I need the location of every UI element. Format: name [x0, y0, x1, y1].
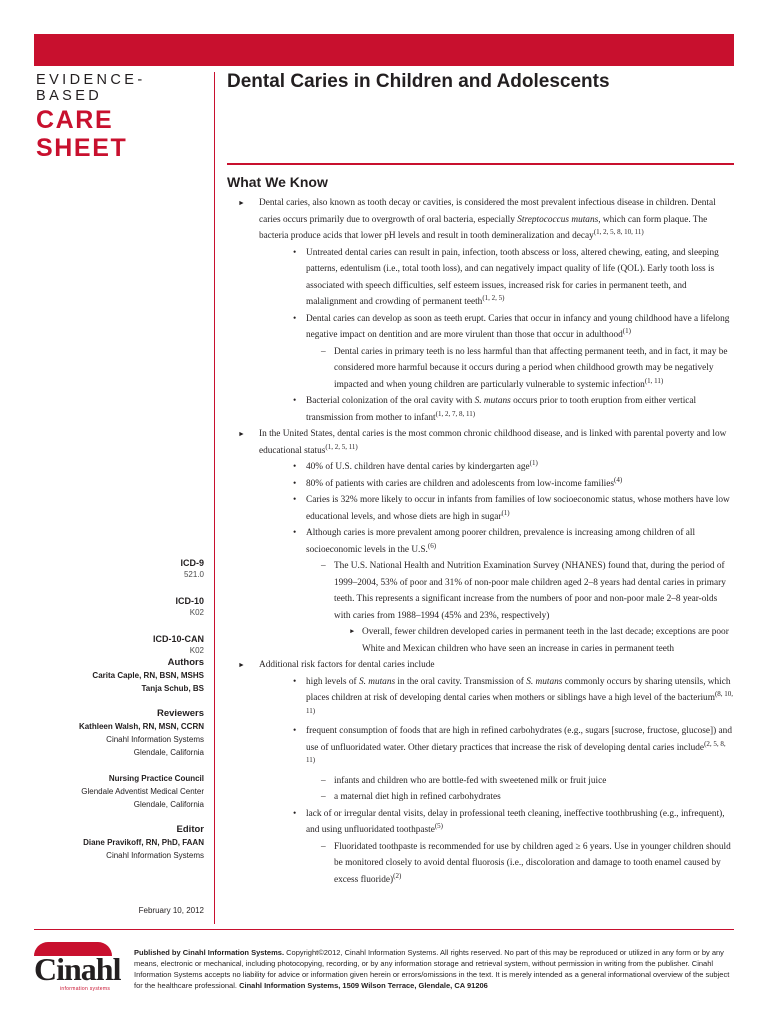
triangle-bullet-icon: ►: [349, 628, 356, 635]
list-item: [321, 773, 734, 790]
editor-heading: Editor: [176, 824, 204, 835]
item-text: Fluoridated toothpaste is recommended for use by children aged ≥ 6 years. Use in younger children should be monitored closely to avoid dental fluorosis (i.e., discoloration and damage to tooth enamel caused by excess fluoride): [334, 841, 731, 885]
item-text: , which can form plaque. The bacteria produce acids that lower pH levels and result in tooth demineralization and decay: [259, 214, 708, 241]
reviewer-name: Kathleen Walsh, RN, MSN, CCRN: [78, 722, 204, 731]
item-text: Untreated dental caries can result in pain, infection, tooth abscess or loss, altered chewing, eating, and sleeping patterns, edentulism (i.e., total tooth loss), and can negatively impact quality of life (QOL). Early tooth loss is associated with speech difficulties, self esteem issues, increased risk for caries in permanent teeth, and malalignment and crowding of permanent teeth: [306, 247, 719, 307]
publication-date: February 10, 2012: [138, 906, 204, 915]
list-item: [227, 657, 734, 888]
reference: (1, 2, 5): [482, 294, 505, 302]
bullet-icon: •: [293, 478, 297, 489]
reference: (8, 10, 11): [306, 690, 734, 715]
author-name: Tanja Schub, BS: [141, 684, 204, 693]
list-item: [347, 624, 734, 657]
item-text: Caries is 32% more likely to occur in infants from families of low socioeconomic status, whose mothers have low educational levels, and whose diets are high in sugar: [306, 495, 730, 522]
date-block: [34, 904, 204, 917]
list-item: [291, 476, 734, 493]
reference: (6): [427, 541, 437, 550]
reference: (1): [529, 459, 538, 467]
authors-block: [34, 656, 204, 695]
icd10-block: [34, 595, 204, 619]
reviewers-block: [34, 707, 204, 759]
editor-name: Diane Pravikoff, RN, PhD, FAAN: [83, 838, 204, 847]
authors-heading: Authors: [167, 657, 204, 668]
item-italic: S. mutans: [474, 396, 511, 406]
footer-address: Cinahl Information Systems, 1509 Wilson Terrace, Glendale, CA 91206: [239, 981, 488, 990]
bullet-icon: •: [293, 396, 297, 406]
triangle-bullet-icon: ►: [238, 430, 245, 438]
dash-icon: –: [321, 561, 326, 571]
item-text: Although caries is more prevalent among poorer children, prevalence is increasing among children of all socioeconomic levels in the U.S.: [306, 528, 696, 555]
reviewer-org: Cinahl Information Systems: [106, 735, 204, 744]
list-item: [291, 311, 734, 394]
list-item: [291, 806, 734, 889]
bullet-icon: •: [293, 676, 297, 687]
list-item: [291, 723, 734, 806]
council-heading: Nursing Practice Council: [108, 774, 204, 783]
reference: (1, 2, 5, 8, 10, 11): [593, 228, 644, 236]
list-item: [291, 459, 734, 476]
top-banner: [34, 34, 734, 66]
item-text: Overall, fewer children developed caries in permanent teeth in the last decade; exceptions are poor White and Mexican children who have seen an increase in caries in permanent teeth: [362, 627, 729, 654]
logo-subtitle: information systems: [60, 986, 111, 992]
council-location: Glendale, California: [133, 800, 204, 809]
item-text: in the oral cavity. Transmission of: [395, 676, 527, 687]
list-item: [321, 839, 734, 889]
council-org: Glendale Adventist Medical Center: [81, 787, 204, 796]
item-text: Dental caries, also known as tooth decay or cavities, is considered the most prevalent infectious disease in children. Dental caries occurs primarily due to overgrowth of oral bacteria, especially: [259, 198, 716, 225]
main-content: [227, 195, 734, 888]
icd10can-value: K02: [189, 646, 204, 655]
list-item: [291, 674, 734, 724]
reference: (1, 2, 5, 11): [325, 442, 358, 451]
icd10can-block: [34, 633, 204, 657]
item-text: frequent consumption of foods that are high in refined carbohydrates (e.g., sugars [sucrose, fructose, glucose]) and use of unfluoridated water. Other dietary practices that increase the risk of developing dental caries include: [306, 726, 732, 753]
item-text: Bacterial colonization of the oral cavity with: [306, 396, 475, 406]
editor-org: Cinahl Information Systems: [106, 851, 204, 860]
list-item: [321, 558, 734, 657]
title-rule: [227, 163, 734, 165]
item-text: 40% of U.S. children have dental caries by kindergarten age: [306, 462, 530, 472]
dash-icon: –: [321, 775, 326, 786]
icd10-value: K02: [189, 608, 204, 617]
footer-text: [134, 947, 734, 991]
bullet-icon: •: [293, 313, 297, 324]
reference: (2, 5, 8, 11): [306, 739, 726, 764]
triangle-bullet-icon: ►: [238, 199, 245, 207]
editor-block: [34, 823, 204, 862]
item-text: Dental caries in primary teeth is no less harmful than that affecting permanent teeth, and in fact, it may be considered more harmful because it occurs during a period when childhood growth may be negatively impacted and when young children are particularly vulnerable to systemic infection: [334, 346, 728, 390]
list-item: [227, 426, 734, 657]
item-text: lack of or irregular dental visits, delay in professional teeth cleaning, ineffective toothbrushing (e.g., infrequent), and using unfluoridated toothpaste: [306, 808, 725, 835]
bullet-icon: •: [293, 808, 297, 819]
dash-icon: –: [321, 792, 326, 802]
item-text: a maternal diet high in refined carbohydrates: [334, 792, 501, 802]
bullet-icon: •: [293, 726, 297, 736]
triangle-bullet-icon: ►: [238, 661, 245, 669]
item-italic: Streptococcus mutans: [517, 214, 599, 225]
item-text: In the United States, dental caries is the most common chronic childhood disease, and is linked with parental poverty and low educational status: [259, 429, 727, 456]
dash-icon: –: [321, 346, 326, 357]
reference: (5): [434, 822, 444, 830]
item-text: occurs prior to tooth eruption from either vertical transmission from mother to infant: [306, 396, 697, 423]
reviewer-location: Glendale, California: [133, 748, 204, 757]
list-item: [291, 492, 734, 525]
brand-evidence-based: EVIDENCE-BASED: [36, 72, 146, 104]
item-text: 80% of patients with caries are children and adolescents from low-income families: [306, 478, 614, 489]
reference: (1): [622, 327, 631, 335]
item-text: Additional risk factors for dental caries include: [259, 660, 435, 670]
cinahl-logo: [34, 942, 121, 998]
item-italic: S. mutans: [526, 676, 563, 687]
reference: (1, 11): [644, 376, 664, 385]
footer-publisher: Published by Cinahl Information Systems.: [134, 948, 285, 957]
bullet-icon: •: [293, 247, 297, 258]
footer-copyright: Copyright©2012, Cinahl Information Systems. All rights reserved. No part of this may be reproduced or utilized in any form or by any means, electronic or mechanical, including photocopying, recording, or by any information storage and retrieval system, without permission in writing from the publisher. Cinahl Information Systems accepts no liability for advice or information given herein or errors/omissions in the text. It is merely intended as a general informational overview of the subject for the healthcare professional.: [134, 948, 730, 990]
icd9-block: [34, 557, 204, 581]
item-text: commonly occurs by sharing utensils, which places children at risk of developing dental caries when mothers or siblings have a high level of the bacterium: [306, 676, 731, 703]
bullet-icon: •: [293, 495, 297, 505]
list-item: [291, 525, 734, 657]
list-item: [291, 245, 734, 311]
icd10can-label: ICD-10-CAN: [152, 634, 204, 644]
bullet-icon: •: [293, 528, 297, 538]
brand-block: [36, 72, 208, 162]
dash-icon: –: [321, 841, 326, 852]
section-heading: What We Know: [227, 174, 328, 190]
bullet-icon: •: [293, 462, 297, 472]
page-title: Dental Caries in Children and Adolescents: [227, 71, 610, 92]
item-text: The U.S. National Health and Nutrition Examination Survey (NHANES) found that, during the period of 1999–2004, 53% of poor and 31% of non-poor male children aged 2–8 years had dental caries in primary teeth. This represents a significant increase from the numbers of poor and non-poor male 2–8 year-olds with caries from 1988–1994 (45% and 23%, respectively): [334, 561, 726, 621]
logo-wordmark: Cinahl: [34, 951, 121, 987]
item-text: infants and children who are bottle-fed with sweetened milk or fruit juice: [334, 775, 607, 786]
list-item: [321, 344, 734, 394]
reference: (1, 2, 7, 8, 11): [435, 409, 476, 418]
list-item: [321, 789, 734, 806]
footer-rule: [34, 929, 734, 930]
icd10-label: ICD-10: [175, 596, 204, 606]
list-item: [291, 393, 734, 426]
icd9-label: ICD-9: [180, 558, 204, 568]
icd9-value: 521.0: [183, 570, 204, 579]
reference: (2): [393, 871, 402, 880]
author-name: Carita Caple, RN, BSN, MSHS: [92, 671, 204, 680]
list-item: [227, 195, 734, 426]
reviewers-heading: Reviewers: [156, 708, 204, 719]
what-we-know-list: [227, 195, 734, 888]
reference: (1): [501, 508, 510, 517]
brand-care-sheet: CARE SHEET: [36, 106, 128, 162]
vertical-divider: [214, 72, 215, 924]
item-text: high levels of: [306, 676, 359, 687]
council-block: [34, 772, 204, 811]
reference: (4): [613, 475, 623, 484]
item-italic: S. mutans: [358, 676, 396, 687]
item-text: Dental caries can develop as soon as teeth erupt. Caries that occur in infancy and young childhood have a lifelong negative impact on dentition and are more virulent than those that occur in adulthood: [306, 313, 730, 340]
